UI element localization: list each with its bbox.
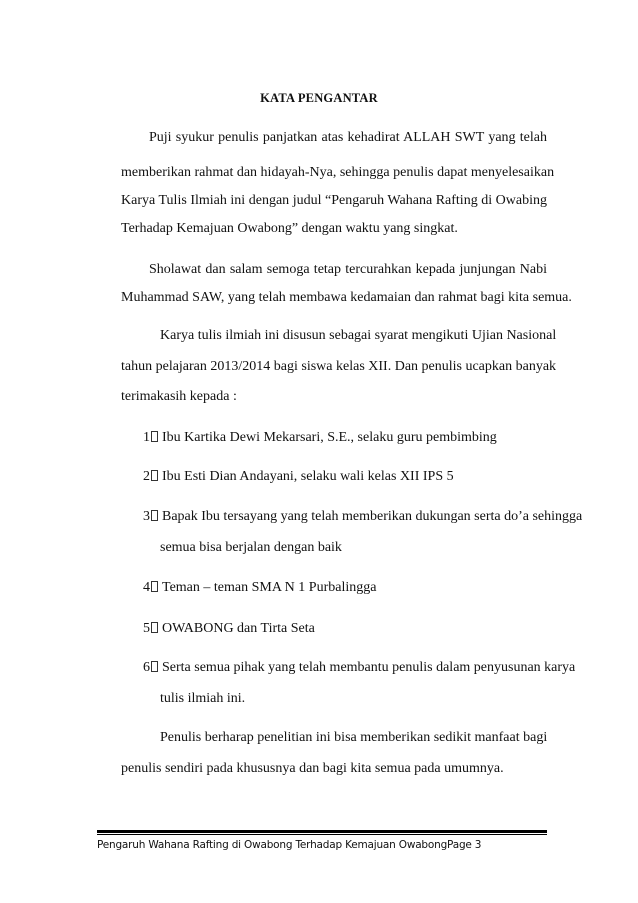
paragraph-line: Karya tulis ilmiah ini disusun sebagai syarat mengikuti Ujian Nasional — [160, 328, 557, 343]
paragraph-line: tahun pelajaran 2013/2014 bagi siswa kelas XII. Dan penulis ucapkan banyak — [121, 359, 557, 374]
list-item — [143, 469, 454, 485]
paragraph-line: Terhadap Kemajuan Owabong” dengan waktu yang singkat. — [121, 221, 458, 236]
list-item-text: OWABONG dan Tirta Seta — [162, 621, 315, 636]
paragraph-line: Puji syukur penulis panjatkan atas kehadirat ALLAH SWT yang telah — [149, 130, 547, 145]
list-item-continuation: semua bisa berjalan dengan baik — [160, 540, 342, 555]
list-item — [143, 430, 497, 446]
list-item-text: Teman – teman SMA N 1 Purbalingga — [162, 580, 377, 595]
paragraph-line: terimakasih kepada : — [121, 389, 237, 404]
list-number: 6 — [143, 660, 150, 675]
bullet-box-icon — [151, 581, 158, 592]
list-item — [143, 621, 315, 637]
bullet-box-icon — [151, 510, 158, 521]
list-item-text: Ibu Kartika Dewi Mekarsari, S.E., selaku guru pembimbing — [162, 430, 497, 445]
list-item-text: Ibu Esti Dian Andayani, selaku wali kelas XII IPS 5 — [162, 469, 454, 484]
list-item-text: Bapak Ibu tersayang yang telah memberikan dukungan serta do’a sehingga — [162, 509, 583, 524]
footer-rule — [97, 830, 547, 833]
paragraph-line: Sholawat dan salam semoga tetap tercurahkan kepada junjungan Nabi — [149, 262, 547, 277]
list-number: 4 — [143, 580, 150, 595]
bullet-box-icon — [151, 622, 158, 633]
list-item-text: Serta semua pihak yang telah membantu penulis dalam penyusunan karya — [162, 660, 576, 675]
list-item — [143, 660, 575, 676]
list-number: 2 — [143, 469, 150, 484]
paragraph-line: memberikan rahmat dan hidayah-Nya, sehingga penulis dapat menyelesaikan — [121, 165, 555, 180]
bullet-box-icon — [151, 470, 158, 481]
paragraph-line: Muhammad SAW, yang telah membawa kedamaian dan rahmat bagi kita semua. — [121, 290, 572, 305]
list-item — [143, 580, 376, 596]
bullet-box-icon — [151, 431, 158, 442]
page-footer: Pengaruh Wahana Rafting di Owabong Terhadap Kemajuan OwabongPage 3 — [97, 839, 482, 851]
page-title: KATA PENGANTAR — [260, 91, 378, 105]
list-number: 5 — [143, 621, 150, 636]
paragraph-line: penulis sendiri pada khususnya dan bagi kita semua pada umumnya. — [121, 761, 504, 776]
list-number: 3 — [143, 509, 150, 524]
list-item-continuation: tulis ilmiah ini. — [160, 691, 246, 706]
footer-rule-thin — [97, 834, 547, 835]
paragraph-line: Karya Tulis Ilmiah ini dengan judul “Pengaruh Wahana Rafting di Owabing — [121, 193, 547, 208]
paragraph-line: Penulis berharap penelitian ini bisa memberikan sedikit manfaat bagi — [160, 730, 548, 745]
list-item — [143, 509, 582, 525]
bullet-box-icon — [151, 661, 158, 672]
list-number: 1 — [143, 430, 150, 445]
